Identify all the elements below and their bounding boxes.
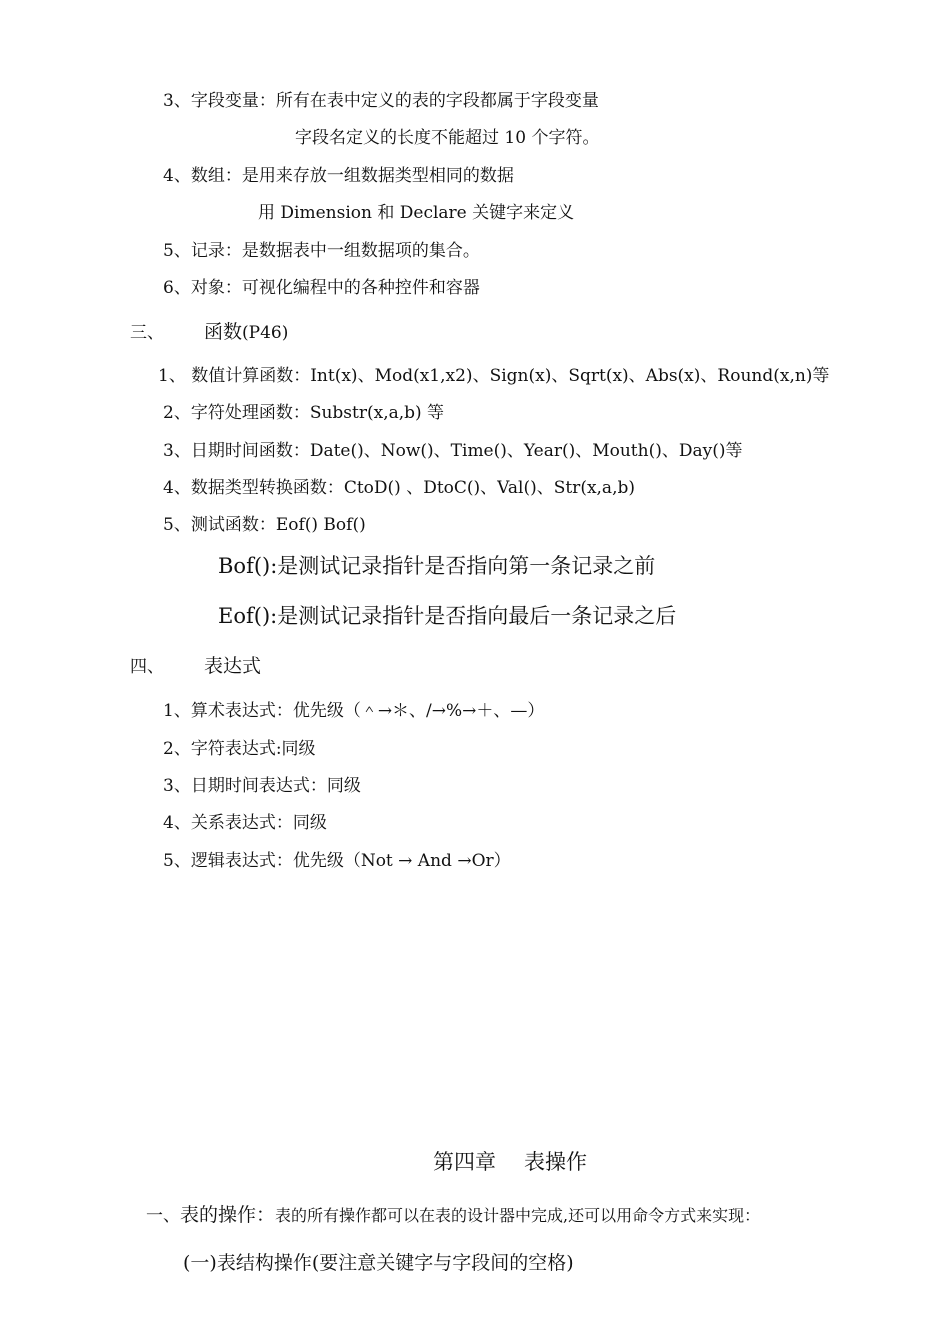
chapter-number: 第四章	[433, 1150, 496, 1174]
section-title: 函数	[204, 321, 243, 343]
field-variable-line: 3、字段变量：所有在表中定义的表的字段都属于字段变量	[163, 91, 599, 111]
field-name-length-line: 字段名定义的长度不能超过 10 个字符。	[295, 128, 600, 148]
table-operations-line	[146, 1203, 760, 1227]
arithmetic-expression-line: 1、算术表达式：优先级（＾→＊、/→%→＋、—）	[163, 701, 545, 721]
section-title: 表的操作：	[180, 1204, 276, 1226]
record-line: 5、记录：是数据表中一组数据项的集合。	[163, 241, 480, 261]
logical-expression-line: 5、逻辑表达式：优先级（Not → And →Or）	[163, 851, 511, 871]
numeric-functions-line: 1、 数值计算函数：Int(x)、Mod(x1,x2)、Sign(x)、Sqrt(x)、Abs(x)、Round(x,n)等	[158, 366, 830, 386]
section-number: 三、	[130, 323, 164, 343]
test-functions-line: 5、测试函数：Eof() Bof()	[163, 515, 366, 535]
page-reference: (P46)	[242, 323, 289, 343]
relational-expression-line: 4、关系表达式：同级	[163, 813, 327, 833]
datetime-expression-line: 3、日期时间表达式：同级	[163, 776, 361, 796]
subsection-heading: (一)表结构操作(要注意关键字与字段间的空格)	[183, 1252, 574, 1274]
section-number: 一、	[146, 1206, 180, 1226]
array-define-line: 用 Dimension 和 Declare 关键字来定义	[258, 203, 575, 223]
datetime-functions-line: 3、日期时间函数：Date()、Now()、Time()、Year()、Mouth()、Day()等	[163, 441, 743, 461]
section-heading-expressions	[130, 654, 261, 678]
conversion-functions-line: 4、数据类型转换函数：CtoD() 、DtoC()、Val()、Str(x,a,b)	[163, 478, 635, 498]
eof-description: Eof():是测试记录指针是否指向最后一条记录之后	[218, 604, 677, 628]
section-title: 表达式	[204, 655, 262, 677]
object-line: 6、对象：可视化编程中的各种控件和容器	[163, 278, 480, 298]
chapter-title: 表操作	[524, 1150, 587, 1174]
string-functions-line: 2、字符处理函数：Substr(x,a,b) 等	[163, 403, 445, 423]
bof-description: Bof():是测试记录指针是否指向第一条记录之前	[218, 554, 656, 578]
array-line: 4、数组：是用来存放一组数据类型相同的数据	[163, 166, 514, 186]
section-number: 四、	[130, 657, 164, 677]
section-heading-functions	[130, 320, 288, 344]
chapter-heading	[433, 1149, 587, 1175]
string-expression-line: 2、字符表达式:同级	[163, 739, 316, 759]
section-text: 表的所有操作都可以在表的设计器中完成,还可以用命令方式来实现：	[275, 1206, 761, 1225]
